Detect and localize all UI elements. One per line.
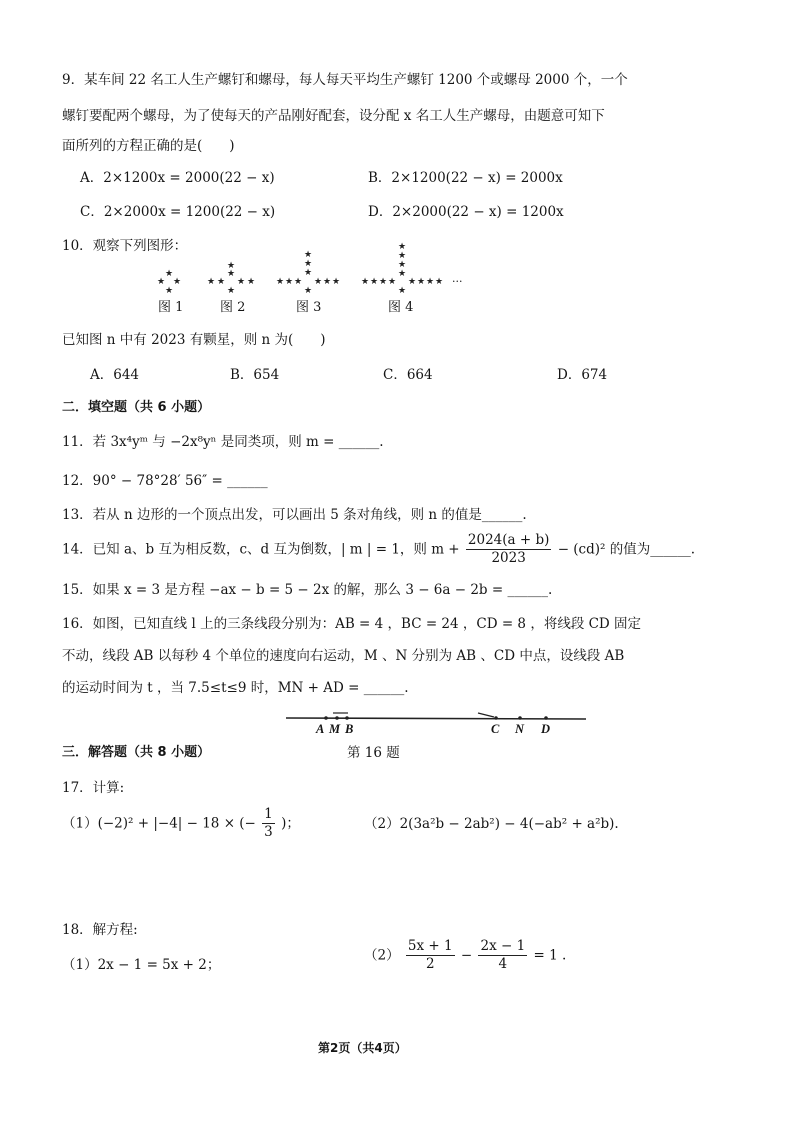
q14-pre: 14．已知 a、b 互为相反数，c、d 互为倒数，| m | = 1，则 m + [62,541,460,558]
q18-part2-post: = 1 . [533,947,567,964]
q16-line1: 16．如图，已知直线 l 上的三条线段分别为：AB = 4 ，BC = 24 ，CD = 8 ，将线段 CD 固定 [62,616,642,632]
q18-f2-denominator: 4 [498,956,508,972]
q17-part1 [62,806,300,846]
section-fill-in-title: 二．填空题（共 6 小题） [62,400,211,415]
q18-fraction-2 [478,938,527,973]
q14-numerator: 2024(a + b) [467,532,550,548]
q10-option-a: A．644 [90,367,140,383]
q10-option-d: D．674 [557,367,608,383]
q10-ellipsis: ··· [452,275,463,288]
q10-stem: 10．观察下列图形： [62,238,188,254]
q16-line3: 的运动时间为 t ，当 7.5≤t≤9 时，MN + AD = ______. [62,680,409,696]
label-n: N [515,722,525,736]
label-c: C [491,722,500,736]
label-d: D [541,722,551,736]
q9-line3: 面所列的方程正确的是( ) [62,138,235,154]
point-a [324,716,328,720]
q9-line1: 9．某车间 22 名工人生产螺钉和螺母，每人每天平均生产螺钉 1200 个或螺母 2000 个，一个 [62,72,628,88]
label-a: A [316,722,325,736]
q10-fig4-caption: 图 4 [388,300,414,315]
q14 [62,532,695,572]
q16-line2: 不动，线段 AB 以每秒 4 个单位的速度向右运动，M 、N 分别为 AB 、CD 中点，设线段 AB [62,648,625,664]
cd-mark [478,713,494,717]
q10-option-c: C．664 [383,367,433,383]
q14-denominator: 2023 [491,550,526,566]
q14-fraction [466,532,551,567]
q18-minus: − [460,947,473,964]
q14-post: − (cd)² 的值为______. [557,541,696,558]
q17-part1-post: )； [281,815,300,832]
page-footer: 第2页（共4页） [318,1041,407,1055]
q9-option-d: D．2×2000(22 − x) = 1200x [368,204,564,220]
section-solution-title: 三．解答题（共 8 小题） [62,745,211,760]
q9-option-a: A．2×1200x = 2000(22 − x) [80,170,275,186]
q17-stem: 17．计算: [62,780,125,796]
q15: 15．如果 x = 3 是方程 −ax − b = 5 − 2x 的解，那么 3 − 6a − 2b = ______. [62,582,553,598]
q10-line2: 已知图 n 中有 2023 有颗星，则 n 为( ) [62,332,326,348]
q9-option-c: C．2×2000x = 1200(22 − x) [80,204,276,220]
q18-part2-pre: （2） [364,947,400,964]
q10-fig1-caption: 图 1 [158,300,184,315]
q18-f1-denominator: 2 [425,956,435,972]
label-b: B [345,722,354,736]
q17-numerator: 1 [264,806,273,822]
exam-page: 9．某车间 22 名工人生产螺钉和螺母，每人每天平均生产螺钉 1200 个或螺母 2000 个，一个 螺钉要配两个螺母，为了使每天的产品刚好配套，设分配 x 名工人生产螺母，由题意可知下 面所列的方程正确的是( ) A．2×1200x = 2000(22 − x) B．2×1200(22 − x) = 2000x C．2×2000x = 1200(22 − x) D．2×2000(22 − x) = 1200x 10．观察下列图形： ★ ★ ★ ★ ★ ★ ★ ★ ★ ★ ★ ★ ★ ★ ★ ★ ★ ★ ★ ★ ★ ★ ★ ★ ★ ★ ★ ★ ★ ★ ★ ★ ★ ★ ··· 图 1 图 2 图 3 图 4 已知图 n 中有 2023 有颗星，则 n 为( ) A．644 B．654 C．664 D．674 二．填空题（共 6 小题） 11．若 3x⁴yᵐ 与 −2x⁸yⁿ 是同类项，则 m = ______. 12．90° − 78°28′ 56″ = ______ 13．若从 n 边形的一个顶点出发，可以画出 5 条对角线，则 n 的值是______. 14．已知 a、b 互为相反数，c、d 互为倒数，| m | = 1，则 m + $\frac{2024(a + b)}{2023}$ − (cd)² 的值为______. 15．如果 x = 3 是方程 −ax − b = 5 − 2x 的解，那么 3 − 6a − 2b = ______. 16．如图，已知直线 l 上的三条线段分别为：AB = 4 ，BC = 24 ，CD = 8 ，将线段 CD 固定 不动，线段 AB 以每秒 4 个单位的速度向右运动，M 、N 分别为 AB 、CD 中点，设线段 AB 的运动时间为 t ，当 7.5≤t≤9 时，MN + AD = ______. A M B C N D 三．解答题（共 8 小题） 第 16 题 17．计算: （1）(−2)² + |−4| − 18 × (− $\frac{1}{3}$ )； （2）2(3a²b − 2ab²) − 4(−ab² + a²b). 18．解方程: （1）2x − 1 = 5x + 2； （2） $\frac{5x + 1}{2}$ − $\frac{2x - 1}{4}$ = 1 . 第2页（共4页） [0,0,794,1123]
q18-part2 [364,938,566,978]
q10-fig2-caption: 图 2 [220,300,246,315]
label-m: M [329,722,341,736]
q17-denominator: 3 [264,824,273,840]
q12: 12．90° − 78°28′ 56″ = ______ [62,473,268,489]
q18-part1: （1）2x − 1 = 5x + 2； [62,957,221,973]
q11: 11．若 3x⁴yᵐ 与 −2x⁸yⁿ 是同类项，则 m = ______. [62,434,384,450]
q17-part1-pre: （1）(−2)² + |−4| − 18 × (− [62,815,256,832]
q18-f1-numerator: 5x + 1 [407,938,453,954]
q10-option-b: B．654 [230,367,280,383]
q17-fraction [262,806,275,841]
q16-caption: 第 16 题 [347,745,400,761]
q18-fraction-1 [406,938,455,973]
q9-option-b: B．2×1200(22 − x) = 2000x [368,170,563,186]
q9-line2: 螺钉要配两个螺母，为了使每天的产品刚好配套，设分配 x 名工人生产螺母，由题意可知下 [62,108,605,124]
q13: 13．若从 n 边形的一个顶点出发，可以画出 5 条对角线，则 n 的值是______. [62,507,527,523]
q10-fig3-caption: 图 3 [296,300,322,315]
q17-part2: （2）2(3a²b − 2ab²) − 4(−ab² + a²b). [364,816,619,832]
q18-stem: 18．解方程: [62,922,138,938]
q18-f2-numerator: 2x − 1 [480,938,526,954]
